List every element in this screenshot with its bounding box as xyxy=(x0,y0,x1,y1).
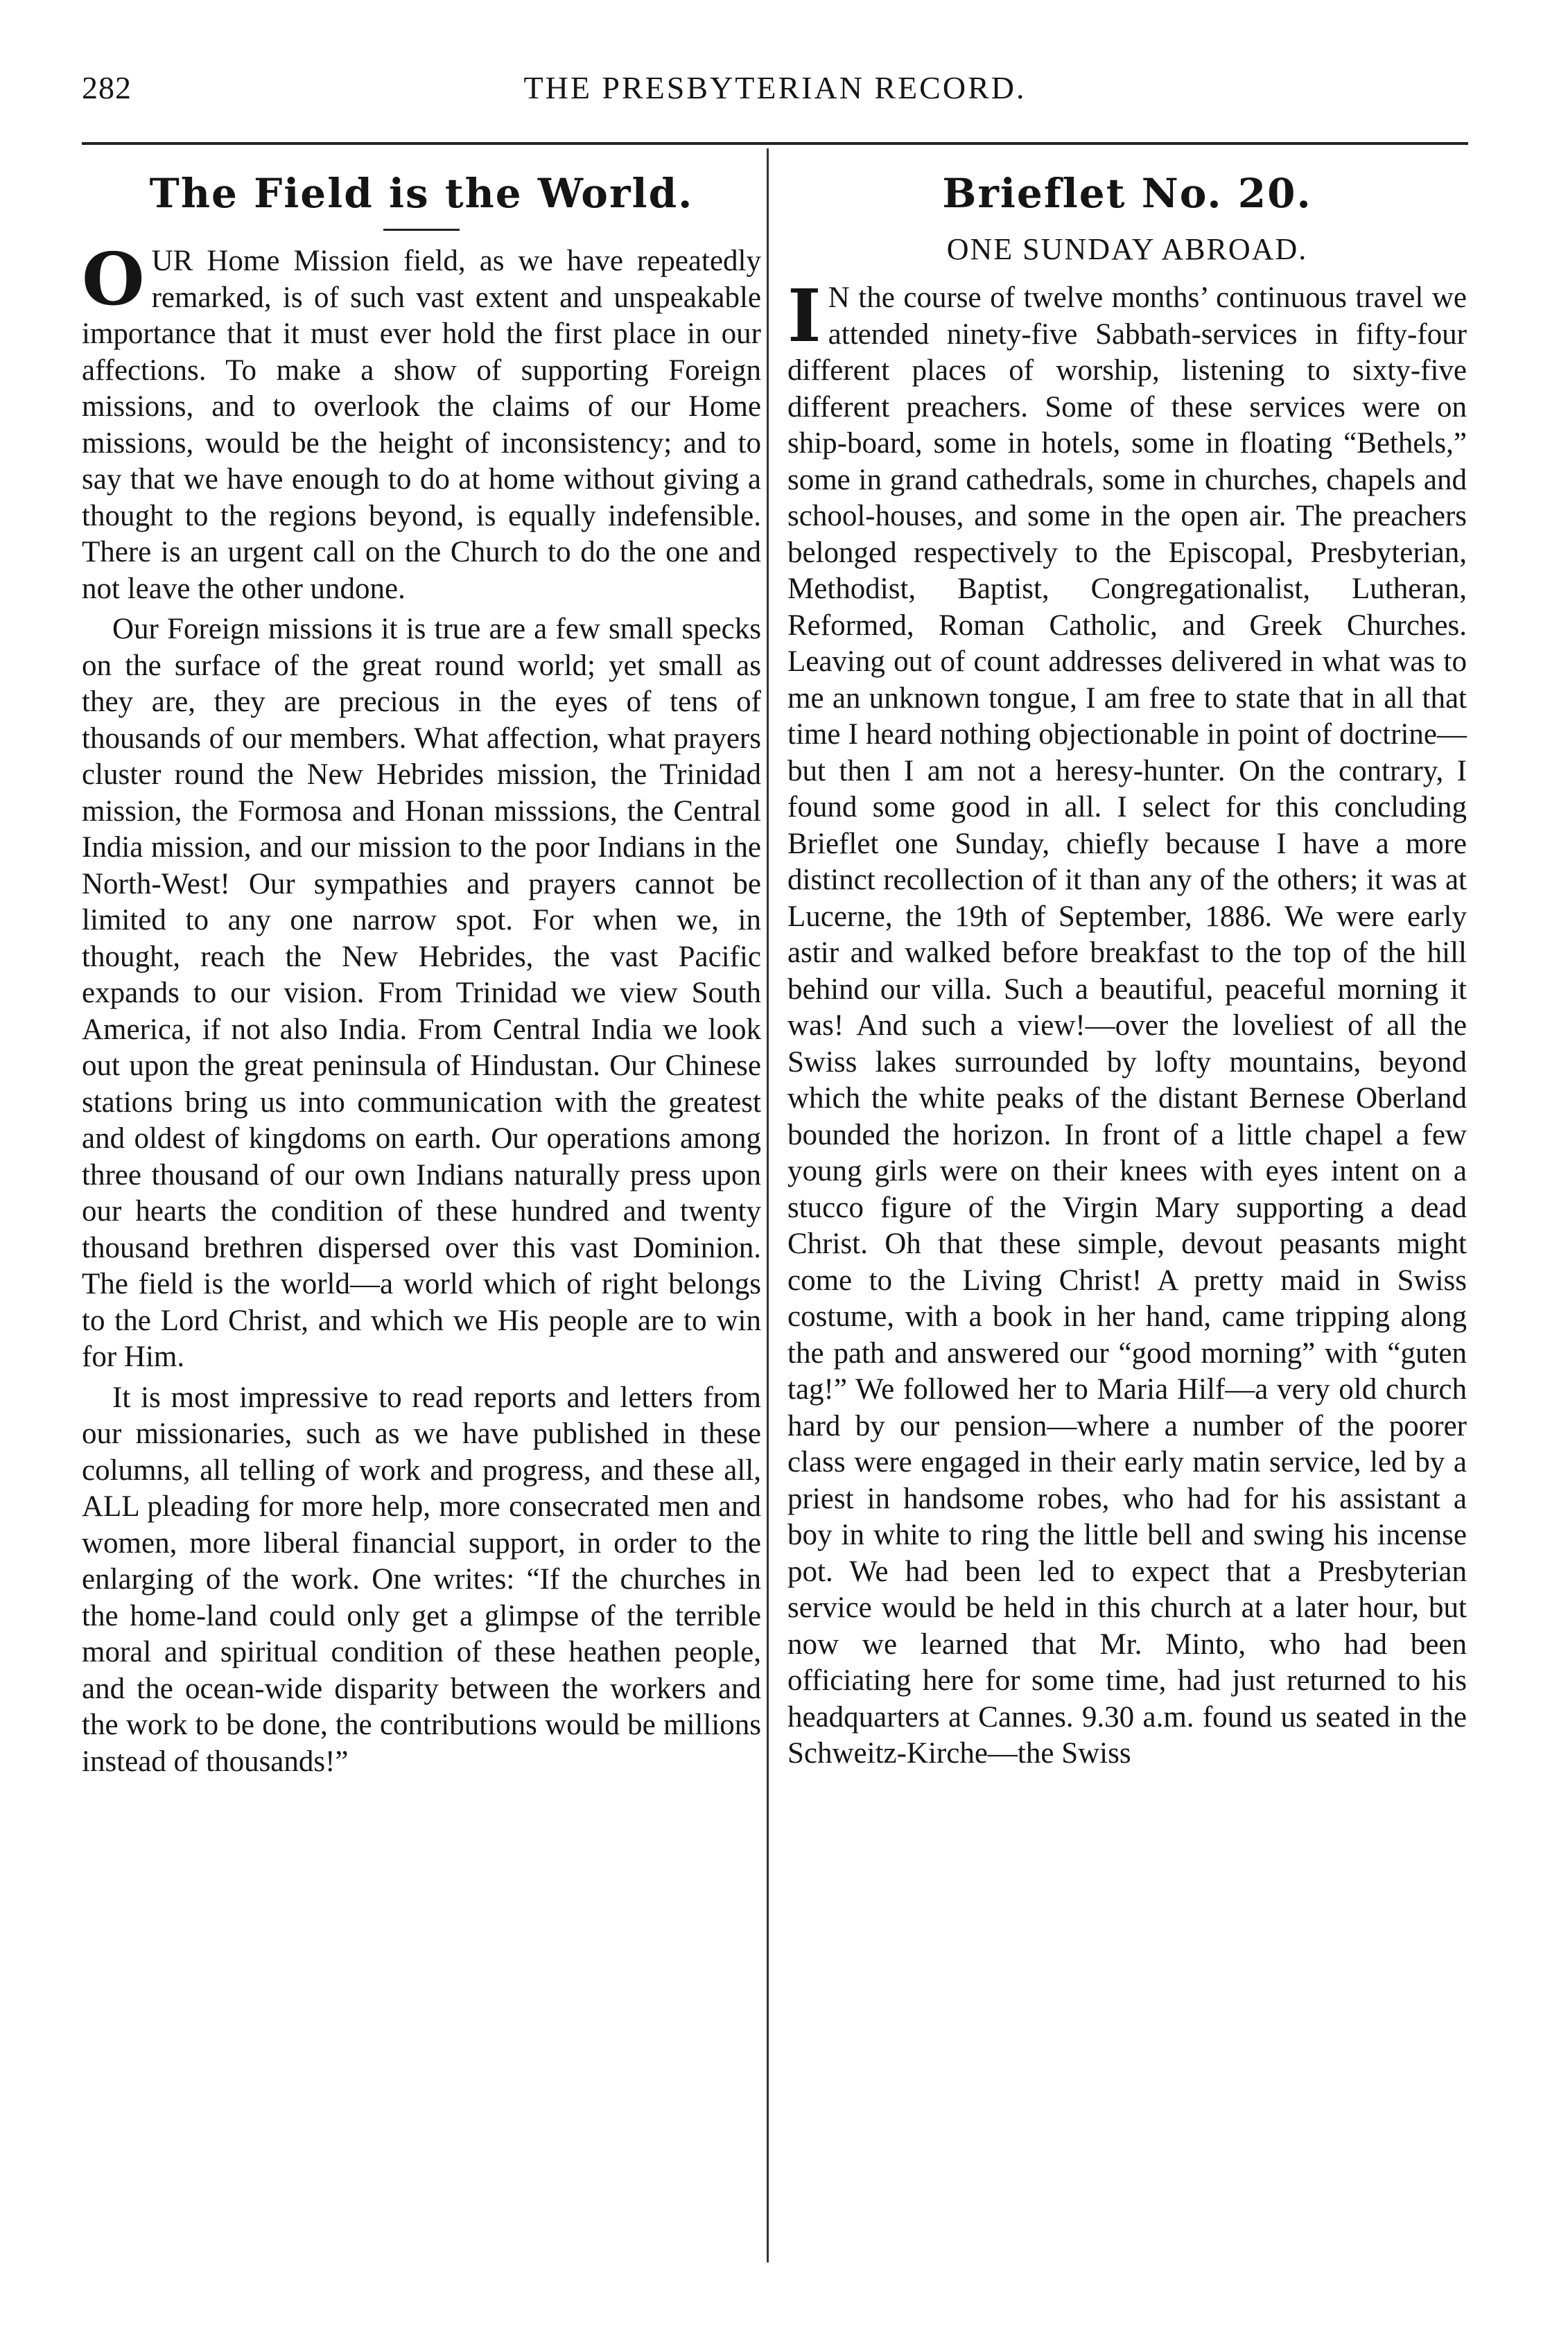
page-header xyxy=(82,69,1468,125)
running-title: THE PRESBYTERIAN RECORD. xyxy=(523,70,1027,105)
column-divider xyxy=(767,148,769,2262)
article-paragraph xyxy=(82,236,761,607)
left-column xyxy=(82,161,761,1780)
heading-rule xyxy=(383,229,460,231)
drop-cap: O xyxy=(82,236,145,322)
article-paragraph: It is most impressive to read reports and letters from our missionaries, such as we have published in these columns, all telling of work and progress, and these all, ALL pleading for more help, more consecrated men and women, more liberal financial support, in order to the enlarging of the work. One writes: “If the churches in the home-land could only get a glimpse of the terrible moral and spiritual condition of these heathen people, and the ocean-wide disparity between the workers and the work to be done, the contributions would be millions instead of thousands!” xyxy=(82,1381,761,1778)
article-subheading: ONE SUNDAY ABROAD. xyxy=(946,232,1308,266)
drop-cap: I xyxy=(787,273,821,358)
article-heading: Brieflet No. 20. xyxy=(942,170,1312,217)
paragraph-text: N the course of twelve months’ continuous travel we attended ninety-five Sabbath-services in fifty-four different places of worship, listening to sixty-five different preachers. Some of these services were on ship-board, some in hotels, some in floating “Bethels,” some in grand cathedrals, some in churches, chapels and school-houses, and some in the open air. The preachers belonged respectively to the Episcopal, Presbyterian, Methodist, Baptist, Congregationalist, Lutheran, Reformed, Roman Catholic, and Greek Churches. Leaving out of count addresses delivered in what was to me an unknown tongue, I am free to state that in all that time I heard nothing objectionable in point of doctrine—but then I am not a heresy-hunter. On the contrary, I found some good in all. I select for this concluding Brieflet one Sunday, chiefly because I have a more distinct recollection of it than any of the others; it was at Lucerne, the 19th of September, 1886. We were early astir and walked before breakfast to the top of the hill behind our villa. Such a beautiful, peaceful morning it was! And such a view!—over the loveliest of all the Swiss lakes surrounded by lofty mountains, beyond which the white peaks of the distant Bernese Oberland bounded the horizon. In front of a little chapel a few young girls were on their knees with eyes intent on a stucco figure of the Virgin Mary supporting a dead Christ. Oh that these simple, devout peasants might come to the Living Christ! A pretty maid in Swiss costume, with a book in her hand, came tripping along the path and answered our “good morning” with “guten tag!” We followed her to Maria Hilf—a very old church hard by our pension—where a number of the poorer class were engaged in their early matin service, led by a priest in handsome robes, who had for his assistant a boy in white to ring the little bell and swing his incense pot. We had been led to expect that a Presbyterian service would be held in this church at a later hour, but now we learned that Mr. Minto, who had been officiating here for some time, had just returned to his headquarters at Cannes. 9.30 a.m. found us seated in the Schweitz-Kirche—the Swiss xyxy=(787,281,1467,1770)
paragraph-text: UR Home Mission field, as we have repeatedly remarked, is of such vast extent and unspeakable importance that it must ever hold the first place in our affections. To make a show of supporting Foreign missions, and to overlook the claims of our Home missions, would be the height of inconsistency; and to say that we have enough to do at home without giving a thought to the regions beyond, is equally indefensible. There is an urgent call on the Church to do the one and not leave the other undone. xyxy=(82,245,761,605)
article-heading: The Field is the World. xyxy=(149,170,694,217)
header-rule xyxy=(82,142,1468,145)
right-column xyxy=(787,161,1467,1772)
article-paragraph: Our Foreign missions it is true are a few small specks on the surface of the great round world; yet small as they are, they are precious in the eyes of tens of thousands of our members. What affection, what prayers cluster round the New Hebrides mission, the Trinidad mission, the Formosa and Honan misssions, the Central India mission, and our mission to the poor Indians in the North-West! Our sympathies and prayers cannot be limited to any one narrow spot. For when we, in thought, reach the New Hebrides, the vast Pacific expands to our vision. From Trinidad we view South America, if not also India. From Central India we look out upon the great peninsula of Hindustan. Our Chinese stations bring us into communication with the greatest and oldest of kingdoms on earth. Our operations among three thousand of our own Indians naturally press upon our hearts the condition of these hundred and twenty thousand brethren dispersed over this vast Dominion. The field is the world—a world which of right belongs to the Lord Christ, and which we His people are to win for Him. xyxy=(82,613,761,1373)
page-number: 282 xyxy=(82,70,132,105)
article-paragraph xyxy=(787,273,1467,1772)
